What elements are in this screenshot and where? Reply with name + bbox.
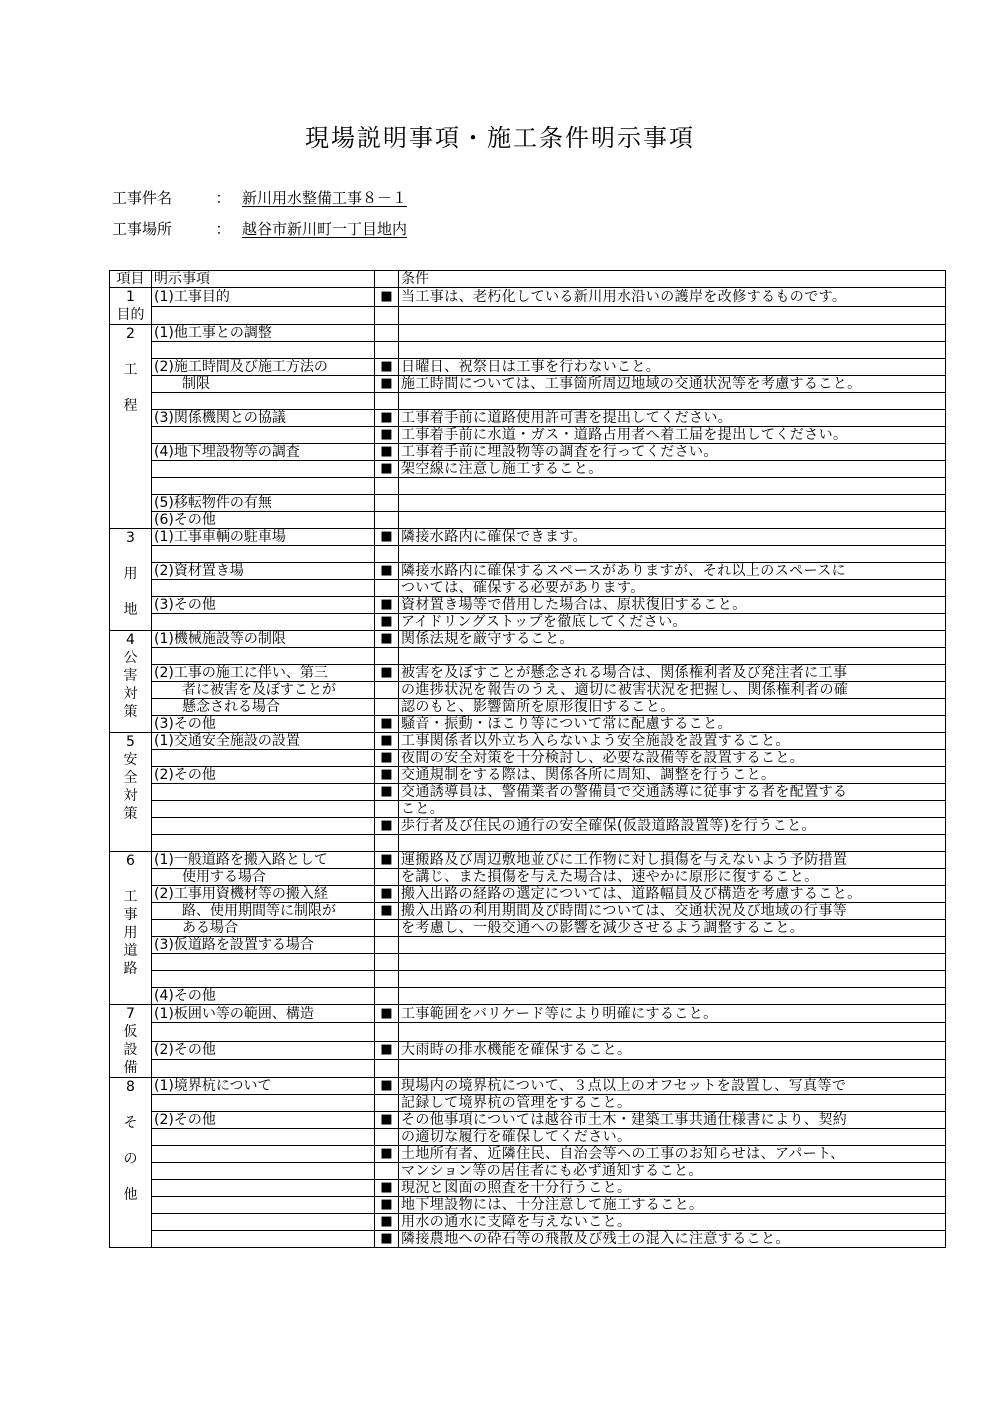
table-row [110,1214,946,1231]
bullet-mark: ■ [375,852,399,869]
bullet-mark: ■ [375,461,399,478]
category-label-line: の [123,1151,138,1167]
item-cell: (1)交通安全施設の設置 [152,733,375,750]
category-cell [110,288,152,325]
condition-cell: 地下埋設物には、十分注意して施工すること。 [399,1197,946,1214]
condition-cell: 日曜日、祝祭日は工事を行わないこと。 [399,359,946,376]
category-cell [110,1078,152,1248]
condition-cell [399,1023,946,1041]
condition-cell: 大雨時の排水機能を確保すること。 [399,1041,946,1059]
table-row [110,495,946,512]
category-label-line: 公 [123,650,138,666]
category-label-line: 工 [123,889,138,905]
table-row [110,376,946,393]
condition-cell: 交通規制をする際は、関係各所に周知、調整を行うこと。 [399,767,946,784]
table-row [110,546,946,563]
item-cell: 使用する場合 [152,869,375,886]
table-row [110,359,946,376]
item-cell [152,1214,375,1231]
category-label-line: 1 [126,289,135,305]
condition-cell: 施工時間については、工事箇所周辺地域の交通状況等を考慮すること。 [399,376,946,393]
condition-cell: 工事着手前に道路使用許可書を提出してください。 [399,410,946,427]
item-cell: 者に被害を及ぼすことが [152,682,375,699]
table-row [110,1005,946,1023]
condition-cell [399,954,946,971]
bullet-mark: ■ [375,529,399,546]
condition-cell [399,648,946,665]
table-row [110,750,946,767]
category-label-line: 3 [126,530,135,546]
item-cell [152,1129,375,1146]
project-location-line [112,218,407,239]
category-label-line: 程 [123,398,138,414]
item-cell: 懸念される場合 [152,699,375,716]
bullet-mark [375,920,399,937]
condition-cell [399,325,946,342]
category-label-line: 7 [126,1006,135,1022]
bullet-mark: ■ [375,1231,399,1248]
item-cell: (2)その他 [152,1041,375,1059]
table-row [110,1197,946,1214]
table-row [110,427,946,444]
bullet-mark: ■ [375,733,399,750]
item-cell: (2)その他 [152,767,375,784]
item-cell [152,1163,375,1180]
condition-cell [399,835,946,852]
bullet-mark [375,988,399,1005]
item-cell [152,342,375,359]
table-row [110,733,946,750]
bullet-mark: ■ [375,631,399,648]
category-label-line [110,379,151,397]
table-row [110,886,946,903]
table-row [110,580,946,597]
item-cell [152,750,375,767]
item-cell [152,954,375,971]
bullet-mark: ■ [375,886,399,903]
category-cell [110,325,152,529]
bullet-mark: ■ [375,444,399,461]
bullet-mark [375,306,399,325]
header-mark [375,271,399,288]
item-cell: (3)その他 [152,716,375,733]
item-cell [152,427,375,444]
category-cell [110,733,152,852]
bullet-mark: ■ [375,1078,399,1095]
category-label-line: 4 [126,632,135,648]
category-label-line: 道 [123,943,138,959]
item-cell: (1)他工事との調整 [152,325,375,342]
item-cell: (2)資材置き場 [152,563,375,580]
item-cell [152,461,375,478]
category-label-line: 全 [123,770,138,786]
condition-cell: 被害を及ぼすことが懸念される場合は、関係権利者及び発注者に工事 [399,665,946,682]
item-cell: (5)移転物件の有無 [152,495,375,512]
bullet-mark: ■ [375,665,399,682]
category-label-line [110,1132,151,1150]
item-cell: (1)工事車輌の駐車場 [152,529,375,546]
project-location-value: 越谷市新川町一丁目地内 [242,220,408,238]
table-row [110,1041,946,1059]
bullet-mark: ■ [375,784,399,801]
table-row [110,1078,946,1095]
bullet-mark [375,682,399,699]
table-header-row [110,271,946,288]
condition-cell: その他事項については越谷市土木・建築工事共通仕様書により、契約 [399,1112,946,1129]
category-label-line: 工 [123,362,138,378]
table-row [110,478,946,495]
item-cell [152,1146,375,1163]
bullet-mark [375,495,399,512]
item-cell [152,546,375,563]
category-cell [110,529,152,631]
item-cell: (1)工事目的 [152,288,375,307]
bullet-mark [375,546,399,563]
bullet-mark [375,1163,399,1180]
condition-cell [399,342,946,359]
item-cell [152,835,375,852]
table-row [110,648,946,665]
bullet-mark: ■ [375,359,399,376]
table-row [110,410,946,427]
item-cell: (2)施工時間及び施工方法の [152,359,375,376]
bullet-mark [375,512,399,529]
item-cell [152,614,375,631]
bullet-mark [375,1023,399,1041]
item-cell: (2)工事用資機材等の搬入経 [152,886,375,903]
table-row [110,954,946,971]
bullet-mark: ■ [375,427,399,444]
bullet-mark: ■ [375,1005,399,1023]
condition-cell [399,937,946,954]
condition-cell: 用水の通水に支障を与えないこと。 [399,1214,946,1231]
table-row [110,988,946,1005]
condition-cell: 記録して境界杭の管理をすること。 [399,1095,946,1112]
table-row [110,835,946,852]
item-cell: (4)その他 [152,988,375,1005]
condition-cell: 隣接農地への砕石等の飛散及び残土の混入に注意すること。 [399,1231,946,1248]
table-row [110,903,946,920]
bullet-mark: ■ [375,376,399,393]
table-row [110,784,946,801]
condition-cell: 認のもと、影響箇所を原形復旧すること。 [399,699,946,716]
table-row [110,665,946,682]
condition-cell: こと。 [399,801,946,818]
bullet-mark: ■ [375,767,399,784]
item-cell [152,1059,375,1077]
item-cell [152,1197,375,1214]
condition-cell [399,546,946,563]
table-row [110,1180,946,1197]
table-row [110,869,946,886]
table-row [110,1231,946,1248]
category-label-line: 6 [126,853,135,869]
category-label-line: 安 [123,752,138,768]
condition-cell: 隣接水路内に確保するスペースがありますが、それ以上のスペースに [399,563,946,580]
condition-cell [399,478,946,495]
bullet-mark: ■ [375,1214,399,1231]
category-label-line [110,870,151,888]
table-row [110,971,946,988]
bullet-mark: ■ [375,410,399,427]
item-cell [152,1023,375,1041]
table-row [110,1163,946,1180]
condition-cell: 騒音・振動・ほこり等について常に配慮すること。 [399,716,946,733]
category-label-line: 害 [123,668,138,684]
condition-cell: 工事着手前に水道・ガス・道路占用者へ着工届を提出してください。 [399,427,946,444]
category-cell [110,1005,152,1078]
condition-cell: マンション等の居住者にも必ず通知すること。 [399,1163,946,1180]
condition-cell [399,306,946,325]
condition-cell: 交通誘導員は、警備業者の警備員で交通誘導に従事する者を配置する [399,784,946,801]
project-location-separator: ： [215,220,231,238]
category-label-line: 目的 [116,307,145,323]
bullet-mark: ■ [375,563,399,580]
bullet-mark: ■ [375,750,399,767]
condition-cell [399,495,946,512]
condition-cell: 搬入出路の経路の選定については、道路幅員及び構造を考慮すること。 [399,886,946,903]
bullet-mark: ■ [375,903,399,920]
condition-cell: 資材置き場等で借用した場合は、原状復旧すること。 [399,597,946,614]
category-label-line: 用 [123,566,138,582]
table-row [110,444,946,461]
table-row [110,852,946,869]
item-cell: (1)一般道路を搬入路として [152,852,375,869]
table-row [110,597,946,614]
condition-cell: アイドリングストップを徹底してください。 [399,614,946,631]
header-condition: 条件 [399,271,946,288]
condition-cell: の適切な履行を確保してください。 [399,1129,946,1146]
item-cell: (1)境界杭について [152,1078,375,1095]
item-cell [152,818,375,835]
table-row [110,563,946,580]
condition-cell: 隣接水路内に確保できます。 [399,529,946,546]
category-label-line: 対 [123,788,138,804]
item-cell [152,801,375,818]
bullet-mark [375,393,399,410]
condition-cell [399,393,946,410]
category-label-line: 用 [123,925,138,941]
category-label-line: 設 [123,1042,138,1058]
table-row [110,342,946,359]
item-cell: (6)その他 [152,512,375,529]
condition-cell: 搬入出路の利用期間及び時間については、交通状況及び地域の行事等 [399,903,946,920]
category-label-line: 対 [123,686,138,702]
bullet-mark [375,1059,399,1077]
table-row [110,529,946,546]
bullet-mark [375,954,399,971]
table-row [110,1146,946,1163]
table-row [110,1129,946,1146]
bullet-mark: ■ [375,1146,399,1163]
condition-cell: 運搬路及び周辺敷地並びに工作物に対し損傷を与えないよう予防措置 [399,852,946,869]
category-label-line: 地 [123,602,138,618]
item-cell: (4)地下埋設物等の調査 [152,444,375,461]
bullet-mark [375,580,399,597]
condition-cell: 夜間の安全対策を十分検討し、必要な設備等を設置すること。 [399,750,946,767]
item-cell [152,1095,375,1112]
category-cell [110,631,152,733]
category-label-line: 路 [123,961,138,977]
item-cell: (2)その他 [152,1112,375,1129]
table-row [110,1095,946,1112]
condition-cell [399,512,946,529]
item-cell: ある場合 [152,920,375,937]
condition-cell: 関係法規を厳守すること。 [399,631,946,648]
category-label-line [110,343,151,361]
conditions-table [109,270,946,1248]
bullet-mark [375,937,399,954]
condition-cell: 工事範囲をバリケード等により明確にすること。 [399,1005,946,1023]
bullet-mark [375,478,399,495]
condition-cell: 架空線に注意し施工すること。 [399,461,946,478]
bullet-mark: ■ [375,818,399,835]
condition-cell: ついては、確保する必要があります。 [399,580,946,597]
bullet-mark [375,869,399,886]
bullet-mark [375,1095,399,1112]
table-row [110,818,946,835]
item-cell [152,784,375,801]
bullet-mark [375,971,399,988]
condition-cell: 現場内の境界杭について、３点以上のオフセットを設置し、写真等で [399,1078,946,1095]
table-row [110,393,946,410]
document-title: 現場説明事項・施工条件明示事項 [305,124,695,152]
bullet-mark [375,835,399,852]
project-name-label: 工事件名 [112,189,173,207]
item-cell [152,306,375,325]
bullet-mark: ■ [375,1180,399,1197]
item-cell [152,1231,375,1248]
item-cell [152,478,375,495]
item-cell: (3)仮道路を設置する場合 [152,937,375,954]
category-label-line: 事 [123,907,138,923]
item-cell: (3)その他 [152,597,375,614]
condition-cell: の進捗状況を報告のうえ、適切に被害状況を把握し、関係権利者の確 [399,682,946,699]
item-cell [152,648,375,665]
header-item: 明示事項 [152,271,375,288]
bullet-mark: ■ [375,716,399,733]
item-cell [152,580,375,597]
table-row [110,716,946,733]
item-cell [152,1180,375,1197]
category-label-line: 策 [123,806,138,822]
table-row [110,288,946,307]
bullet-mark [375,699,399,716]
category-label-line: 策 [123,704,138,720]
category-label-line: 仮 [123,1024,138,1040]
bullet-mark: ■ [375,1112,399,1129]
condition-cell: を講じ、また損傷を与えた場合は、速やかに原形に復すること。 [399,869,946,886]
condition-cell: 現況と図面の照査を十分行うこと。 [399,1180,946,1197]
project-name-line [112,187,407,208]
item-cell: (1)機械施設等の制限 [152,631,375,648]
category-label-line [110,547,151,565]
item-cell: 制限 [152,376,375,393]
item-cell: 路、使用期間等に制限が [152,903,375,920]
condition-cell: 工事関係者以外立ち入らないよう安全施設を設置すること。 [399,733,946,750]
bullet-mark [375,648,399,665]
table-row [110,920,946,937]
table-row [110,1112,946,1129]
bullet-mark: ■ [375,597,399,614]
bullet-mark [375,325,399,342]
category-label-line: 5 [126,734,135,750]
item-cell: (2)工事の施工に伴い、第三 [152,665,375,682]
bullet-mark: ■ [375,1041,399,1059]
category-label-line [110,1096,151,1114]
category-label-line [110,1168,151,1186]
condition-cell [399,988,946,1005]
table-row [110,767,946,784]
table-row [110,699,946,716]
table-row [110,631,946,648]
project-name-value: 新川用水整備工事８－１ [242,189,408,207]
bullet-mark [375,1129,399,1146]
category-label-line: そ [123,1115,138,1131]
condition-cell [399,1059,946,1077]
table-row [110,512,946,529]
condition-cell: 工事着手前に埋設物等の調査を行ってください。 [399,444,946,461]
condition-cell [399,971,946,988]
table-row [110,306,946,325]
category-label-line: 2 [126,326,135,342]
condition-cell: 土地所有者、近隣住民、自治会等への工事のお知らせは、アパート、 [399,1146,946,1163]
table-row [110,801,946,818]
condition-cell: 歩行者及び住民の通行の安全確保(仮設道路設置等)を行うこと。 [399,818,946,835]
item-cell [152,971,375,988]
item-cell [152,393,375,410]
project-location-label: 工事場所 [112,220,173,238]
table-row [110,325,946,342]
table-row [110,614,946,631]
table-row [110,682,946,699]
bullet-mark [375,342,399,359]
table-row [110,937,946,954]
category-label-line: 備 [123,1060,138,1076]
item-cell: (1)板囲い等の範囲、構造 [152,1005,375,1023]
table-row [110,461,946,478]
item-cell: (3)関係機関との協議 [152,410,375,427]
table-row [110,1023,946,1041]
bullet-mark: ■ [375,614,399,631]
bullet-mark [375,801,399,818]
category-label-line: 8 [126,1079,135,1095]
category-label-line [110,583,151,601]
bullet-mark: ■ [375,1197,399,1214]
bullet-mark: ■ [375,288,399,307]
project-name-separator: ： [215,189,231,207]
condition-cell: を考慮し、一般交通への影響を減少させるよう調整すること。 [399,920,946,937]
category-cell [110,852,152,1005]
header-category: 項目 [110,271,152,288]
table-row [110,1059,946,1077]
category-label-line: 他 [123,1187,138,1203]
condition-cell: 当工事は、老朽化している新川用水沿いの護岸を改修するものです。 [399,288,946,307]
